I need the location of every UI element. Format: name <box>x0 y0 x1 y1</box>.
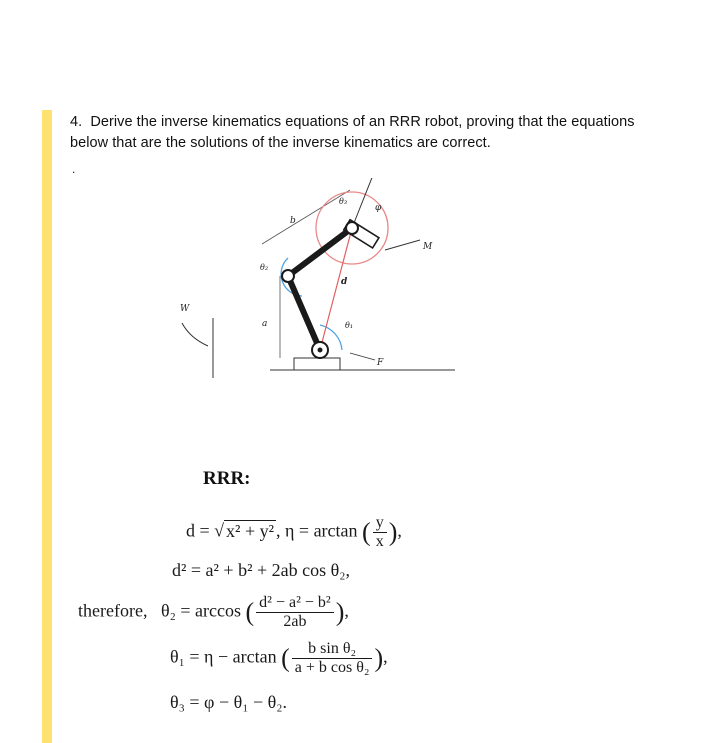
eq4-end: , <box>383 646 388 667</box>
label-M: M <box>423 242 433 252</box>
label-theta2: θ₂ <box>260 263 269 272</box>
joint-wrist <box>346 222 358 234</box>
label-a: a <box>262 319 268 329</box>
equation-1: d = √ x² + y² , η = arctan ( $\frac{y}{x}$ ), <box>186 514 402 550</box>
m-arrow <box>385 240 420 250</box>
eq1-left: d = <box>186 520 215 541</box>
equation-3: therefore, θ₂ = arccos ( $\frac{\text{d² − a² − b²}}{2ab}$ ), <box>78 594 349 630</box>
f-pointer <box>350 353 375 360</box>
eq4-den: a + b cos θ₂ <box>292 658 373 677</box>
world-arrow <box>182 323 208 346</box>
phi-axis <box>352 178 375 228</box>
label-theta3: θ₃ <box>339 197 348 206</box>
eq1-mid: , η = arctan <box>276 520 358 541</box>
link-a <box>288 276 320 350</box>
eq1-end: , <box>397 520 402 541</box>
eq3-num: d² − a² − b² <box>259 594 331 611</box>
rrr-robot-diagram <box>170 178 470 378</box>
eq1-sqrt: x² + y² <box>226 520 274 541</box>
question-text <box>70 112 670 154</box>
base-block <box>294 358 340 370</box>
eq1-num: y <box>375 514 384 531</box>
eq3-left: θ₂ = arccos <box>160 600 241 621</box>
equation-2: d² = a² + b² + 2ab cos θ₂, <box>172 560 351 580</box>
stray-mark: . <box>72 162 76 176</box>
label-b: b <box>290 216 296 226</box>
section-label: RRR: <box>203 468 251 489</box>
question-body: Derive the inverse kinematics equations of an RRR robot, proving that the equations below that are the solutions of the inverse kinematics are correct. <box>70 114 635 151</box>
joint-base-center <box>318 348 323 353</box>
label-F: F <box>377 358 384 368</box>
label-phi: φ <box>375 203 382 213</box>
eq4-left: θ₁ = η − arctan <box>170 646 277 667</box>
joint-elbow <box>282 270 294 282</box>
label-d: d <box>341 277 348 287</box>
eq1-den: x <box>373 532 387 551</box>
highlight-bar <box>42 110 52 743</box>
label-theta1: θ₁ <box>345 321 354 330</box>
eq4-num: b sin θ₂ <box>308 640 357 657</box>
equation-5: θ₃ = φ − θ₁ − θ₂. <box>170 692 288 712</box>
link-b <box>288 228 352 276</box>
eq3-prefix: therefore, <box>78 600 148 621</box>
equation-4: θ₁ = η − arctan ( $\frac{\text{b sin θ₂}}{\text{a + b cos θ₂}}$ ), <box>170 640 388 676</box>
eq3-den: 2ab <box>256 612 334 631</box>
question-number: 4. <box>70 114 83 130</box>
label-W: W <box>180 304 190 314</box>
eq3-end: , <box>344 600 349 621</box>
